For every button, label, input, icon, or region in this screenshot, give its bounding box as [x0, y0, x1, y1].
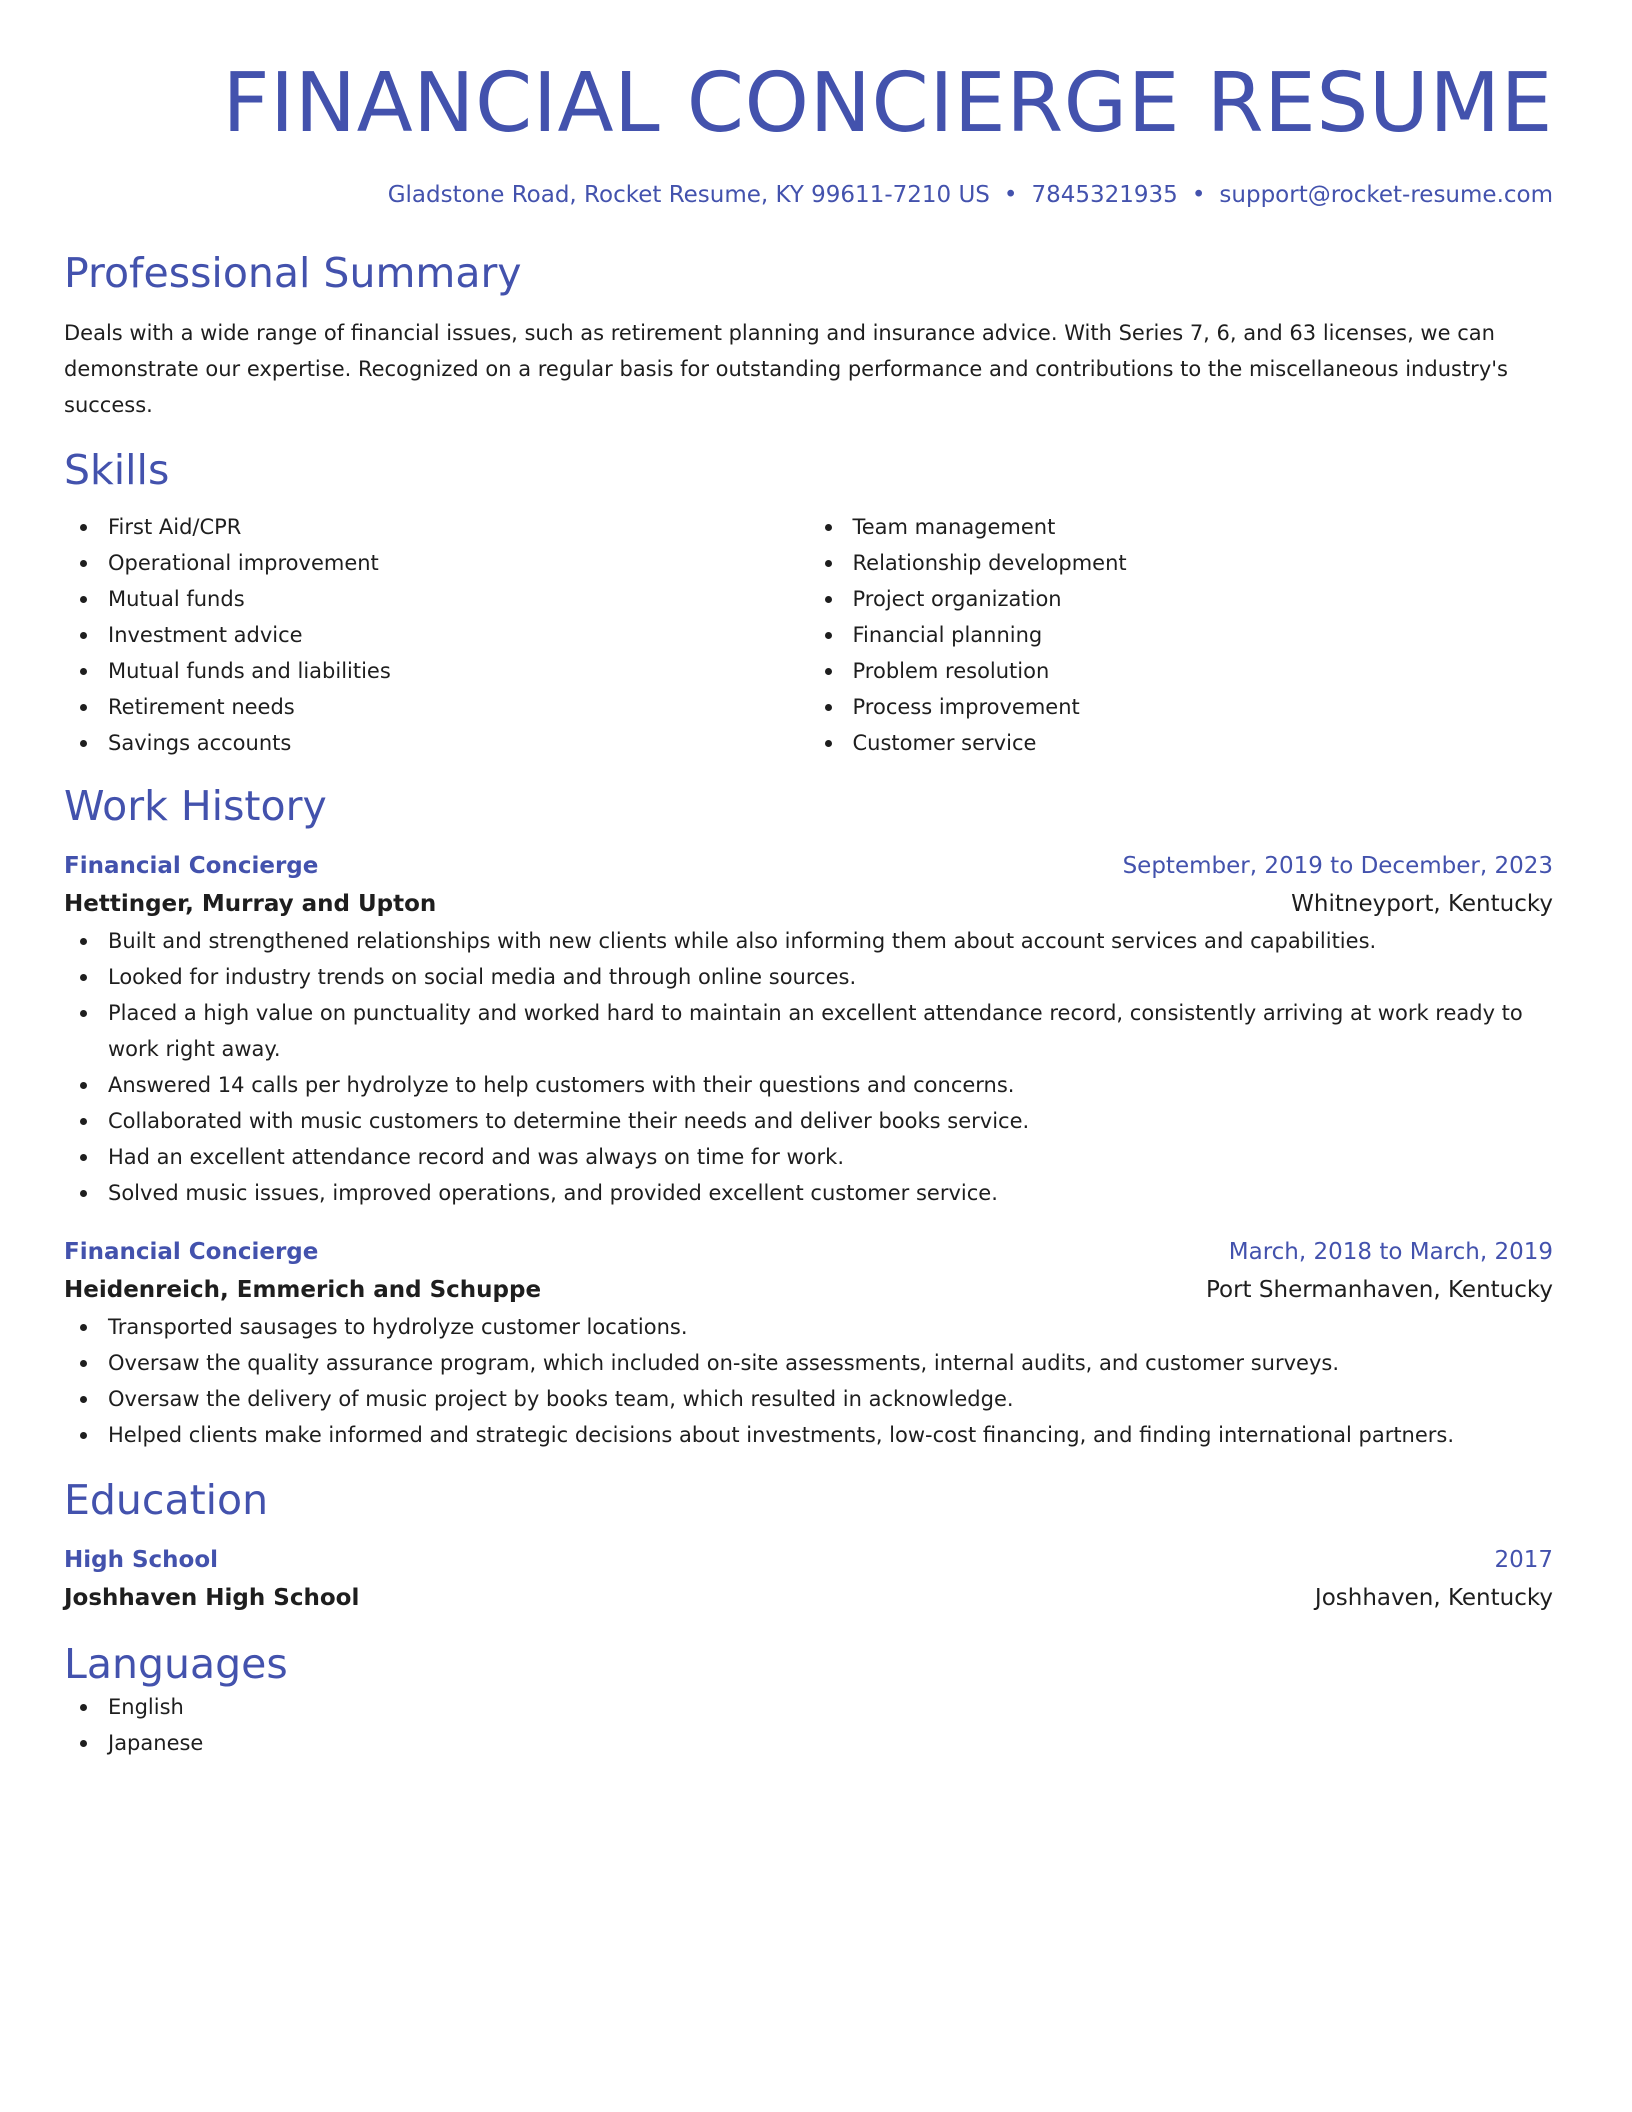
skill-item: Mutual funds — [64, 581, 809, 617]
skill-item: Process improvement — [809, 689, 1554, 725]
skills-list-left — [64, 509, 809, 761]
contact-address: Gladstone Road, Rocket Resume, KY 99611-7210 US — [387, 182, 990, 208]
job-dates: September, 2019 to December, 2023 — [1122, 853, 1553, 879]
languages-section — [64, 1639, 1553, 1761]
job-location: Port Shermanhaven, Kentucky — [1205, 1277, 1553, 1303]
job-duty-item: Helped clients make informed and strategic decisions about investments, low-cost financing, and finding international partners. — [64, 1417, 1553, 1453]
language-item: Japanese — [64, 1725, 1553, 1761]
job-duty-item: Collaborated with music customers to determine their needs and deliver books service. — [64, 1103, 1553, 1139]
education-entry — [64, 1541, 1553, 1617]
skill-item: Team management — [809, 509, 1554, 545]
contact-line — [64, 180, 1553, 210]
job-duty-item: Solved music issues, improved operations, and provided excellent customer service. — [64, 1175, 1553, 1211]
languages-heading: Languages — [64, 1640, 288, 1688]
skill-item: Savings accounts — [64, 725, 809, 761]
contact-separator: • — [1191, 182, 1206, 208]
skill-item: Retirement needs — [64, 689, 809, 725]
job-duty-item: Placed a high value on punctuality and worked hard to maintain an excellent attendance record, consistently arriving at work ready to work right away. — [64, 995, 1553, 1067]
job-dates: March, 2018 to March, 2019 — [1228, 1239, 1553, 1265]
skill-item: Customer service — [809, 725, 1554, 761]
job-duties-list — [64, 1309, 1553, 1453]
skill-item: Project organization — [809, 581, 1554, 617]
job-duty-item: Answered 14 calls per hydrolyze to help customers with their questions and concerns. — [64, 1067, 1553, 1103]
job-duty-item: Oversaw the delivery of music project by books team, which resulted in acknowledge. — [64, 1381, 1553, 1417]
education-section — [64, 1475, 1553, 1617]
work-history-heading: Work History — [64, 782, 327, 830]
skill-item: Financial planning — [809, 617, 1554, 653]
education-degree-row — [64, 1541, 1553, 1579]
contact-separator: • — [1003, 182, 1018, 208]
job-location: Whitneyport, Kentucky — [1291, 891, 1553, 917]
job-duty-item: Oversaw the quality assurance program, which included on-site assessments, internal audits, and customer surveys. — [64, 1345, 1553, 1381]
skill-item: Investment advice — [64, 617, 809, 653]
job-entry — [64, 847, 1553, 1211]
skills-section — [64, 445, 1553, 761]
job-title: Financial Concierge — [64, 853, 319, 879]
contact-phone: 7845321935 — [1031, 182, 1178, 208]
job-entry — [64, 1233, 1553, 1453]
summary-text: Deals with a wide range of financial issues, such as retirement planning and insurance advice. With Series 7, 6, and 63 licenses, we can demonstrate our expertise. Recognized on a regular basis for outstanding performance and contributions to the miscellaneous industry's success. — [64, 321, 1508, 417]
resume-title: FINANCIAL CONCIERGE RESUME — [222, 56, 1553, 151]
education-heading: Education — [64, 1476, 269, 1524]
job-title-row — [64, 1233, 1553, 1271]
job-duty-item: Transported sausages to hydrolyze customer locations. — [64, 1309, 1553, 1345]
job-company-row — [64, 1271, 1553, 1309]
job-duty-item: Had an excellent attendance record and was always on time for work. — [64, 1139, 1553, 1175]
education-school: Joshhaven High School — [64, 1585, 360, 1611]
skill-item: First Aid/CPR — [64, 509, 809, 545]
job-duty-item: Looked for industry trends on social media and through online sources. — [64, 959, 1553, 995]
job-duties-list — [64, 923, 1553, 1211]
job-duty-item: Built and strengthened relationships with new clients while also informing them about account services and capabilities. — [64, 923, 1553, 959]
education-year: 2017 — [1494, 1547, 1553, 1573]
skills-grid — [64, 509, 1553, 761]
skill-item: Relationship development — [809, 545, 1554, 581]
skill-item: Operational improvement — [64, 545, 809, 581]
skill-item: Problem resolution — [809, 653, 1554, 689]
contact-email: support@rocket-resume.com — [1219, 182, 1553, 208]
summary-heading: Professional Summary — [64, 249, 522, 297]
job-company: Heidenreich, Emmerich and Schuppe — [64, 1277, 542, 1303]
skills-column-left — [64, 509, 809, 761]
work-history-section — [64, 781, 1553, 1453]
education-school-row — [64, 1579, 1553, 1617]
education-degree: High School — [64, 1547, 219, 1573]
summary-section — [64, 248, 1553, 423]
job-company-row — [64, 885, 1553, 923]
education-location: Joshhaven, Kentucky — [1314, 1585, 1553, 1611]
job-title-row — [64, 847, 1553, 885]
skills-list-right — [809, 509, 1554, 761]
skill-item: Mutual funds and liabilities — [64, 653, 809, 689]
skills-heading: Skills — [64, 446, 170, 494]
languages-list — [64, 1689, 1553, 1761]
job-title: Financial Concierge — [64, 1239, 319, 1265]
skills-column-right — [809, 509, 1554, 761]
job-company: Hettinger, Murray and Upton — [64, 891, 437, 917]
language-item: English — [64, 1689, 1553, 1725]
